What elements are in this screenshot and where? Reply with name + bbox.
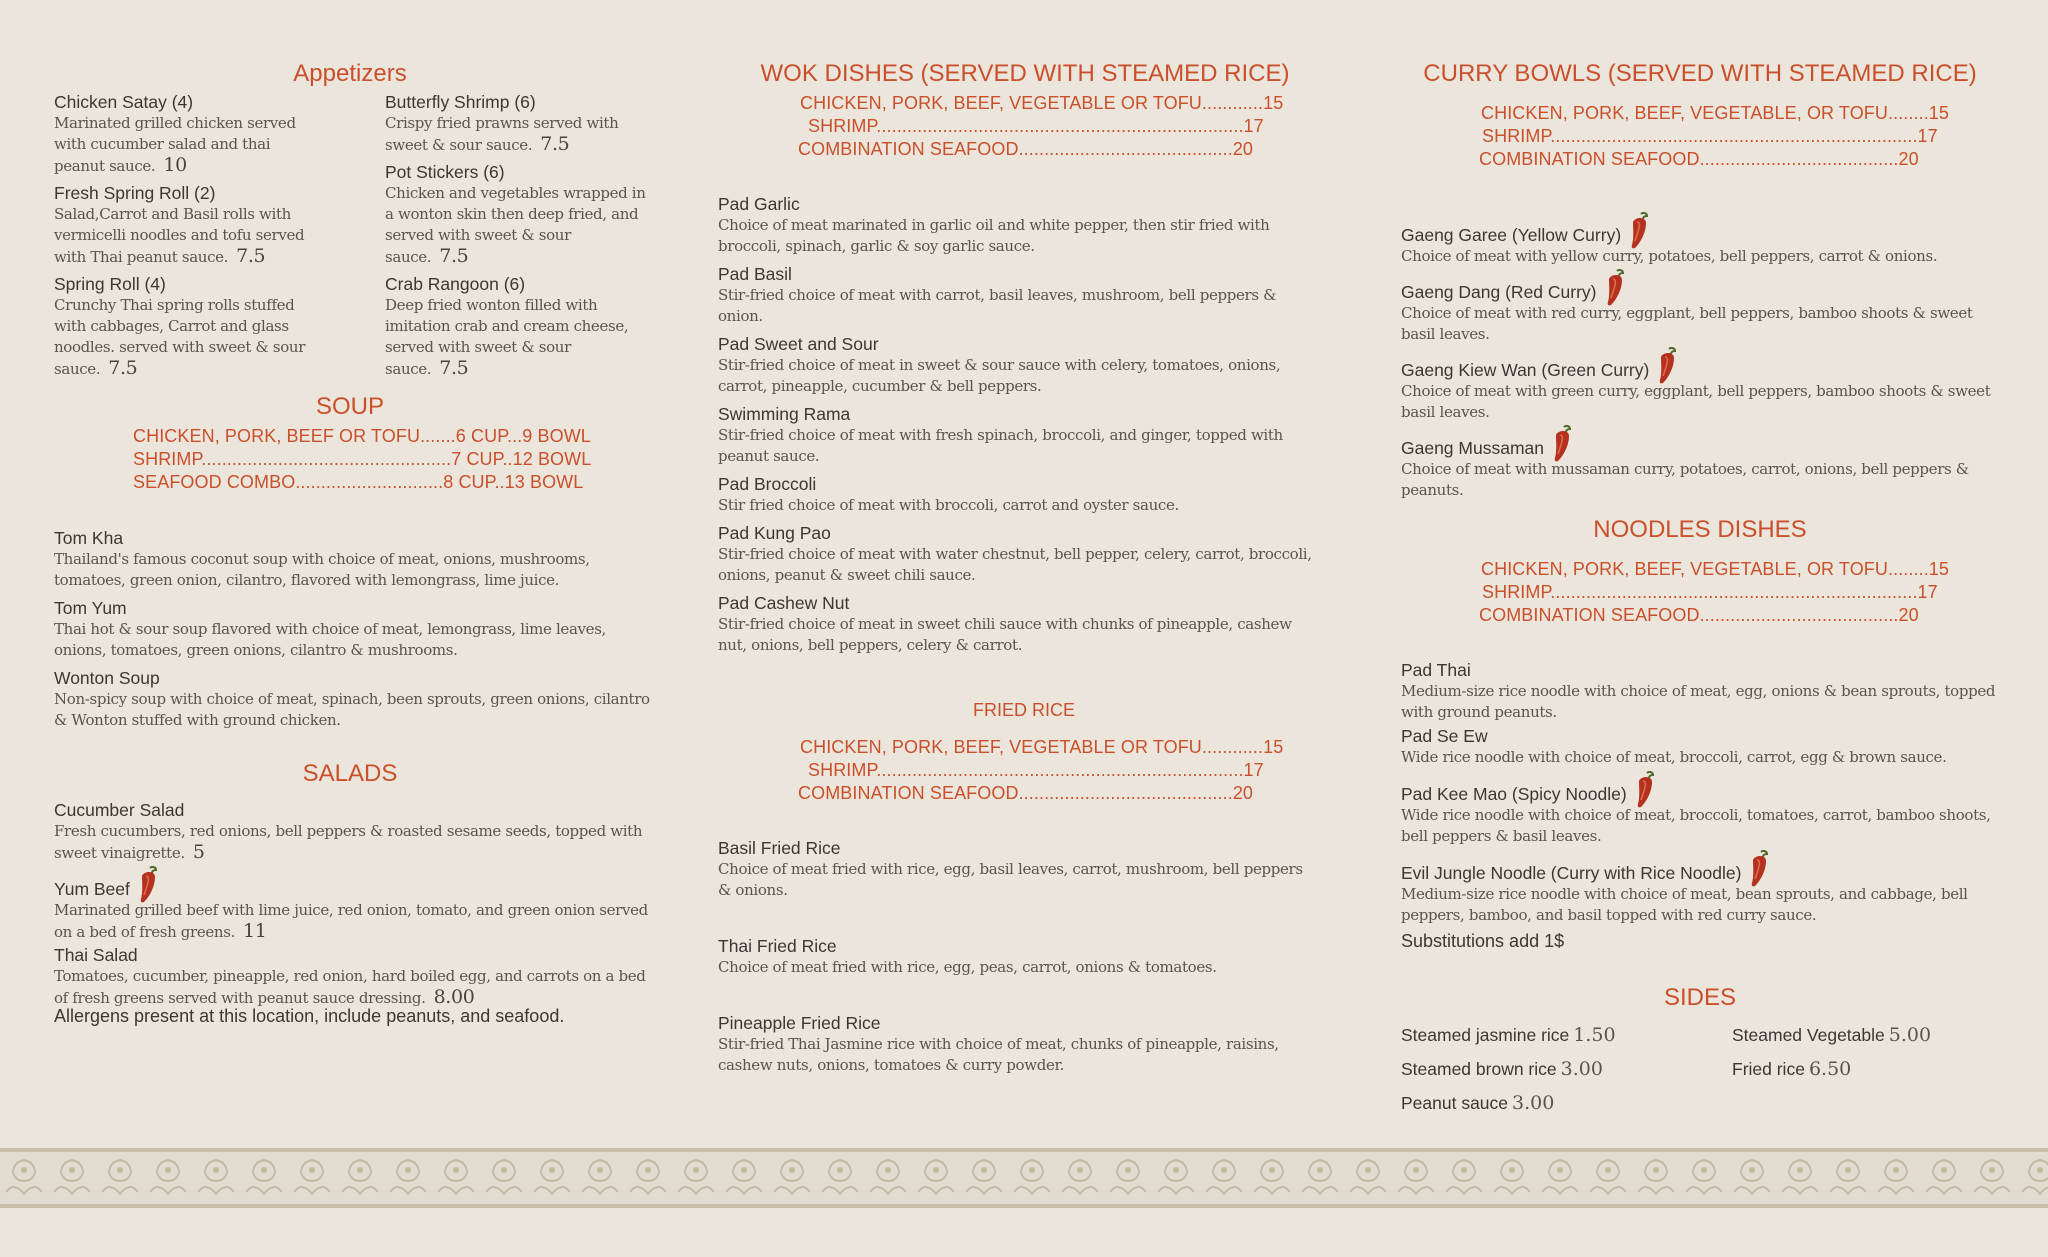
menu-item-name-row: [1401, 212, 2001, 246]
menu-item-price: 7.5: [236, 245, 266, 267]
menu-item-description: [54, 204, 324, 268]
menu-item-price: 7.5: [540, 133, 570, 155]
menu-item-name: Pad Kee Mao (Spicy Noodle): [1401, 784, 1627, 804]
menu-item: [718, 593, 1313, 656]
menu-item-name: Spring Roll (4): [54, 274, 166, 294]
ornament-motif: [1014, 1160, 1050, 1194]
menu-item-name: Gaeng Garee (Yellow Curry): [1401, 225, 1622, 245]
menu-item: [1401, 269, 2001, 345]
ornament-motif: [1638, 1160, 1674, 1194]
menu-item-description-text: Thai hot & sour soup flavored with choice of meat, lemongrass, lime leaves, onions, tomatoes, green onions, cilantro & mushrooms.: [54, 620, 606, 659]
side-name: Steamed brown rice: [1401, 1059, 1557, 1079]
menu-item-name-row: [1401, 850, 2001, 884]
soup-title: SOUP: [315, 393, 384, 420]
menu-item-name: Pineapple Fried Rice: [718, 1013, 881, 1033]
menu-item-price: 7.5: [439, 357, 469, 379]
menu-item-name-row: [54, 92, 324, 113]
side-item: [1732, 1058, 1851, 1080]
menu-item-name: Crab Rangoon (6): [385, 274, 526, 294]
noodles-price-line: COMBINATION SEAFOOD.......................................20: [1479, 605, 1919, 625]
menu-item-name-row: [718, 1013, 1313, 1034]
menu-item: [54, 866, 654, 943]
side-item: [1732, 1024, 1931, 1046]
menu-item-price: 10: [163, 154, 187, 176]
sides-title: SIDES: [1663, 984, 1737, 1011]
menu-item-name-row: [54, 866, 654, 900]
menu-item: [718, 936, 1313, 978]
ornament-motif: [1830, 1160, 1866, 1194]
substitution-note: Substitutions add 1$: [1401, 931, 1565, 951]
soup-items: [54, 528, 654, 738]
noodles-price-line: SHRIMP........................................................................17: [1482, 582, 1938, 602]
wok-price-line: CHICKEN, PORK, BEEF, VEGETABLE OR TOFU............15: [800, 93, 1284, 113]
ornament-motif: [246, 1160, 282, 1194]
menu-item-description: [54, 549, 654, 591]
menu-item-name-row: [718, 838, 1313, 859]
appetizers-left-column: [54, 92, 324, 386]
menu-item-description-text: Chicken and vegetables wrapped in a wonton skin then deep fried, and served with sweet & sour sauce.: [385, 184, 646, 266]
fried-rice-items: [718, 838, 1313, 1111]
ornament-motif: [150, 1160, 186, 1194]
menu-item-description: [718, 544, 1313, 586]
menu-item: [54, 274, 324, 380]
ornament-motif: [534, 1160, 570, 1194]
menu-item-description: [718, 425, 1313, 467]
menu-item: [718, 264, 1313, 327]
menu-item: [718, 194, 1313, 257]
ornament-motif: [1686, 1160, 1722, 1194]
fried-rice-price-line: SHRIMP........................................................................17: [808, 760, 1264, 780]
menu-item-description-text: Choice of meat marinated in garlic oil and white pepper, then stir fried with broccoli, spinach, garlic & soy garlic sauce.: [718, 216, 1270, 255]
menu-item-description-text: Medium-size rice noodle with choice of meat, bean sprouts, and cabbage, bell peppers, bamboo, and basil topped with red curry sauce.: [1401, 885, 1968, 924]
menu-item-name-row: [718, 404, 1313, 425]
menu-item-name-row: [54, 183, 324, 204]
menu-item-name: Thai Salad: [54, 945, 138, 965]
menu-item-name-row: [718, 474, 1313, 495]
menu-item-name: Pad Kung Pao: [718, 523, 831, 543]
fried-rice-price-line: COMBINATION SEAFOOD..........................................20: [798, 783, 1254, 803]
soup-price-line: SHRIMP.................................................7 CUP..12 BOWL: [133, 449, 592, 469]
ornament-motif: [774, 1160, 810, 1194]
menu-item: [54, 668, 654, 731]
menu-item-price: 8.00: [433, 986, 475, 1008]
ornament-motif: [102, 1160, 138, 1194]
menu-item-description: [54, 966, 654, 1009]
menu-item-name-row: [54, 945, 654, 966]
ornament-motif: [294, 1160, 330, 1194]
chili-pepper-icon: [1550, 425, 1574, 463]
menu-item-description-text: Choice of meat fried with rice, egg, basil leaves, carrot, mushroom, bell peppers & onions.: [718, 860, 1303, 899]
menu-item-description: [385, 183, 647, 268]
side-price: 6.50: [1808, 1058, 1852, 1080]
menu-item-description: [1401, 459, 2001, 501]
chili-pepper-icon: [136, 866, 160, 904]
menu-item-description: [718, 1034, 1313, 1076]
menu-item-description-text: Marinated grilled beef with lime juice, red onion, tomato, and green onion served on a bed of fresh greens.: [54, 901, 648, 941]
menu-item-name-row: [718, 593, 1313, 614]
menu-item-description-text: Non-spicy soup with choice of meat, spinach, been sprouts, green onions, cilantro & Wonton stuffed with ground chicken.: [54, 690, 650, 729]
menu-item: [54, 92, 324, 177]
side-item: [1401, 1092, 1554, 1114]
menu-item-description: [718, 215, 1313, 257]
ornament-motif: [486, 1160, 522, 1194]
menu-item-description: [385, 113, 647, 156]
ornament-motif: [1734, 1160, 1770, 1194]
menu-item: [1401, 771, 2001, 847]
menu-item-description: [718, 859, 1313, 901]
menu-item-name: Pad Cashew Nut: [718, 593, 850, 613]
noodle-items: [1401, 660, 2001, 929]
menu-item-description: [718, 285, 1313, 327]
menu-item-name: Pad Sweet and Sour: [718, 334, 879, 354]
side-name: Fried rice: [1732, 1059, 1805, 1079]
menu-item: [54, 945, 654, 1009]
menu-item: [718, 474, 1313, 516]
menu-item-name: Butterfly Shrimp (6): [385, 92, 536, 112]
chili-pepper-icon: [1603, 269, 1627, 307]
menu-item-name: Pad Basil: [718, 264, 792, 284]
ornament-motif: [438, 1160, 474, 1194]
menu-item-description-text: Thailand's famous coconut soup with choice of meat, onions, mushrooms, tomatoes, green onion, cilantro, flavored with lemongrass, lime juice.: [54, 550, 590, 589]
wok-items: [718, 194, 1313, 663]
ornament-motif: [390, 1160, 426, 1194]
menu-item-name-row: [1401, 269, 2001, 303]
ornament-motif: [1974, 1160, 2010, 1194]
ornament-motif: [6, 1160, 42, 1194]
menu-item-name-row: [718, 194, 1313, 215]
ornament-pattern-icon: [0, 1152, 2048, 1204]
menu-item-name-row: [1401, 771, 2001, 805]
salads-title: SALADS: [302, 760, 398, 787]
menu-item-description-text: Choice of meat with mussaman curry, potatoes, carrot, onions, bell peppers & peanuts.: [1401, 460, 1969, 499]
menu-item-price: 7.5: [108, 357, 138, 379]
menu-item-name: Basil Fried Rice: [718, 838, 841, 858]
side-item: [1401, 1024, 1616, 1046]
ornament-motif: [582, 1160, 618, 1194]
menu-item-description: [1401, 246, 2001, 267]
menu-item: [54, 528, 654, 591]
menu-item-description: [1401, 805, 2001, 847]
menu-item: [718, 1013, 1313, 1076]
menu-item-name: Pad Broccoli: [718, 474, 817, 494]
fried-rice-price-line: CHICKEN, PORK, BEEF, VEGETABLE OR TOFU............15: [800, 737, 1284, 757]
menu-item-name-row: [718, 523, 1313, 544]
menu-item: [54, 800, 654, 864]
menu-item-description: [718, 355, 1313, 397]
menu-item-name-row: [1401, 660, 2001, 681]
decorative-border: [0, 1148, 2048, 1208]
menu-item-description-text: Marinated grilled chicken served with cucumber salad and thai peanut sauce.: [54, 114, 296, 175]
menu-item-description-text: Medium-size rice noodle with choice of meat, egg, onions & bean sprouts, topped with ground peanuts.: [1401, 682, 1996, 721]
noodles-price-line: CHICKEN, PORK, BEEF, VEGETABLE, OR TOFU........15: [1481, 559, 1950, 579]
menu-item-name: Cucumber Salad: [54, 800, 185, 820]
menu-item: [718, 334, 1313, 397]
menu-item-description: [1401, 303, 2001, 345]
ornament-motif: [630, 1160, 666, 1194]
menu-item-description: [718, 614, 1313, 656]
menu-item-description-text: Choice of meat with green curry, eggplant, bell peppers, bamboo shoots & sweet basil leaves.: [1401, 382, 1991, 421]
curry-title: CURRY BOWLS (SERVED WITH STEAMED RICE): [1423, 60, 1977, 87]
noodles-title: NOODLES DISHES: [1593, 516, 1807, 543]
menu-item-description-text: Stir-fried choice of meat with carrot, basil leaves, mushroom, bell peppers & onion.: [718, 286, 1277, 325]
menu-item-name: Pad Thai: [1401, 660, 1471, 680]
menu-item-name-row: [54, 668, 654, 689]
menu-item-name: Yum Beef: [54, 879, 130, 899]
menu-item-description: [54, 821, 654, 864]
menu-item-description-text: Stir-fried choice of meat with water chestnut, bell pepper, celery, carrot, broccoli, onions, peanut & sweet chili sauce.: [718, 545, 1312, 584]
menu-item-description: [54, 113, 324, 177]
chili-pepper-icon: [1655, 347, 1679, 385]
wok-title: WOK DISHES (SERVED WITH STEAMED RICE): [760, 60, 1290, 87]
menu-item-name: Gaeng Mussaman: [1401, 438, 1544, 458]
menu-item-name: Tom Kha: [54, 528, 124, 548]
ornament-motif: [726, 1160, 762, 1194]
ornament-motif: [1926, 1160, 1962, 1194]
menu-item-name-row: [54, 598, 654, 619]
menu-item-description-text: Stir-fried choice of meat with fresh spinach, broccoli, and ginger, topped with peanut sauce.: [718, 426, 1283, 465]
side-price: 3.00: [1560, 1058, 1603, 1080]
ornament-motif: [1350, 1160, 1386, 1194]
chili-pepper-icon: [1633, 771, 1657, 809]
menu-item-name: Pot Stickers (6): [385, 162, 505, 182]
menu-item-name-row: [385, 162, 647, 183]
ornament-motif: [1398, 1160, 1434, 1194]
menu-item: [718, 404, 1313, 467]
wok-price-line: COMBINATION SEAFOOD..........................................20: [798, 139, 1254, 159]
ornament-motif: [54, 1160, 90, 1194]
menu-item: [1401, 212, 2001, 267]
ornament-motif: [1494, 1160, 1530, 1194]
menu-item-price: 5: [192, 841, 205, 863]
ornament-motif: [1158, 1160, 1194, 1194]
wok-price-line: SHRIMP........................................................................17: [808, 116, 1264, 136]
menu-item-name: Swimming Rama: [718, 404, 851, 424]
menu-item-description-text: Choice of meat fried with rice, egg, peas, carrot, onions & tomatoes.: [718, 958, 1217, 976]
menu-item-description: [54, 689, 654, 731]
menu-item-name-row: [54, 800, 654, 821]
appetizers-right-column: [385, 92, 647, 386]
menu-item-name: Tom Yum: [54, 598, 127, 618]
ornament-motif: [1206, 1160, 1242, 1194]
appetizers-title: Appetizers: [293, 60, 407, 87]
menu-item: [1401, 425, 2001, 501]
menu-item-description: [54, 295, 324, 380]
side-price: 5.00: [1888, 1024, 1932, 1046]
menu-item-description-text: Tomatoes, cucumber, pineapple, red onion, hard boiled egg, and carrots on a bed of fresh greens served with peanut sauce dressing.: [54, 967, 646, 1007]
side-name: Steamed Vegetable: [1732, 1025, 1885, 1045]
menu-item-description-text: Deep fried wonton filled with imitation crab and cream cheese, served with sweet & sour sauce.: [385, 296, 629, 378]
ornament-motif: [1254, 1160, 1290, 1194]
menu-item-name-row: [718, 936, 1313, 957]
curry-price-line: CHICKEN, PORK, BEEF, VEGETABLE, OR TOFU........15: [1481, 103, 1950, 123]
menu-item: [385, 162, 647, 268]
menu-item-name-row: [385, 92, 647, 113]
ornament-motif: [966, 1160, 1002, 1194]
soup-price-line: SEAFOOD COMBO.............................8 CUP..13 BOWL: [133, 472, 584, 492]
menu-item: [1401, 850, 2001, 926]
menu-item-description: [1401, 747, 2001, 768]
ornament-motif: [1590, 1160, 1626, 1194]
ornament-motif: [1110, 1160, 1146, 1194]
menu-item-name-row: [1401, 347, 2001, 381]
side-price: 1.50: [1573, 1024, 1616, 1046]
menu-item: [1401, 726, 2001, 768]
fried-rice-title: FRIED RICE: [972, 700, 1075, 720]
menu-item: [385, 92, 647, 156]
menu-item-description-text: Choice of meat with yellow curry, potatoes, bell peppers, carrot & onions.: [1401, 247, 1938, 265]
side-price: 3.00: [1512, 1092, 1555, 1114]
menu-item-name: Pad Garlic: [718, 194, 800, 214]
menu-item-name: Gaeng Dang (Red Curry): [1401, 282, 1597, 302]
menu-item-description-text: Salad,Carrot and Basil rolls with vermicelli noodles and tofu served with Thai peanut sauce.: [54, 205, 305, 266]
ornament-motif: [1062, 1160, 1098, 1194]
menu-item-description-text: Crispy fried prawns served with sweet & sour sauce.: [385, 114, 619, 154]
menu-item: [1401, 660, 2001, 723]
ornament-motif: [1302, 1160, 1338, 1194]
menu-item-description: [385, 295, 647, 380]
curry-items: [1401, 212, 2001, 503]
menu-item-description-text: Crunchy Thai spring rolls stuffed with cabbages, Carrot and glass noodles. served with sweet & sour sauce.: [54, 296, 306, 378]
side-name: Steamed jasmine rice: [1401, 1025, 1570, 1045]
ornament-motif: [1446, 1160, 1482, 1194]
menu-item: [718, 523, 1313, 586]
allergen-note: Allergens present at this location, include peanuts, and seafood.: [54, 1006, 565, 1026]
ornament-motif: [342, 1160, 378, 1194]
ornament-motif: [1782, 1160, 1818, 1194]
menu-item-description-text: Wide rice noodle with choice of meat, broccoli, carrot, egg & brown sauce.: [1401, 748, 1947, 766]
menu-item-description-text: Stir-fried choice of meat in sweet & sour sauce with celery, tomatoes, onions, carrot, pineapple, cucumber & bell peppers.: [718, 356, 1281, 395]
menu-item-description-text: Fresh cucumbers, red onions, bell peppers & roasted sesame seeds, topped with sweet vinaigrette.: [54, 822, 643, 862]
menu-item-name: Fresh Spring Roll (2): [54, 183, 216, 203]
menu-item-description-text: Stir-fried Thai Jasmine rice with choice of meat, chunks of pineapple, raisins, cashew nuts, onions, tomatoes & curry powder.: [718, 1035, 1279, 1074]
menu-item-name: Gaeng Kiew Wan (Green Curry): [1401, 360, 1650, 380]
menu-item: [1401, 347, 2001, 423]
side-item: [1401, 1058, 1603, 1080]
ornament-motif: [678, 1160, 714, 1194]
ornament-motif: [918, 1160, 954, 1194]
menu-item-description: [1401, 381, 2001, 423]
menu-item-name-row: [718, 334, 1313, 355]
curry-price-line: COMBINATION SEAFOOD.......................................20: [1479, 149, 1919, 169]
menu-item-name: Thai Fried Rice: [718, 936, 837, 956]
menu-item-name-row: [1401, 726, 2001, 747]
menu-item-description-text: Choice of meat with red curry, eggplant, bell peppers, bamboo shoots & sweet basil leaves.: [1401, 304, 1973, 343]
soup-price-line: CHICKEN, PORK, BEEF OR TOFU.......6 CUP...9 BOWL: [133, 426, 591, 446]
chili-pepper-icon: [1627, 212, 1651, 250]
ornament-motif: [1878, 1160, 1914, 1194]
ornament-motif: [822, 1160, 858, 1194]
chili-pepper-icon: [1747, 850, 1771, 888]
salad-items: [54, 800, 654, 1011]
menu-item: [385, 274, 647, 380]
menu-item-description-text: Wide rice noodle with choice of meat, broccoli, tomatoes, carrot, bamboo shoots, bell peppers & basil leaves.: [1401, 806, 1991, 845]
menu-item-name-row: [54, 274, 324, 295]
menu-item: [718, 838, 1313, 901]
menu-item-name: Pad Se Ew: [1401, 726, 1488, 746]
ornament-motif: [2022, 1160, 2048, 1194]
menu-item-name-row: [1401, 425, 2001, 459]
side-name: Peanut sauce: [1401, 1093, 1509, 1113]
menu-item-name: Evil Jungle Noodle (Curry with Rice Noodle): [1401, 863, 1742, 883]
menu-item-description: [54, 619, 654, 661]
menu-item-name: Chicken Satay (4): [54, 92, 194, 112]
curry-price-line: SHRIMP........................................................................17: [1482, 126, 1938, 146]
ornament-motif: [870, 1160, 906, 1194]
menu-item-description: [718, 495, 1313, 516]
ornament-motif: [1542, 1160, 1578, 1194]
menu-item-description: [1401, 884, 2001, 926]
menu-item: [54, 183, 324, 268]
menu-item-price: 11: [243, 920, 267, 942]
menu-item-description-text: Stir-fried choice of meat in sweet chili sauce with chunks of pineapple, cashew nut, onions, bell peppers, celery & carrot.: [718, 615, 1292, 654]
menu-item-description: [1401, 681, 2001, 723]
menu-item-description: [718, 957, 1313, 978]
menu-item-name-row: [54, 528, 654, 549]
menu-item-name-row: [385, 274, 647, 295]
menu-item: [54, 598, 654, 661]
menu-item-name-row: [718, 264, 1313, 285]
menu-item-name: Wonton Soup: [54, 668, 160, 688]
ornament-motif: [198, 1160, 234, 1194]
menu-item-description-text: Stir fried choice of meat with broccoli, carrot and oyster sauce.: [718, 496, 1179, 514]
menu-item-description: [54, 900, 654, 943]
menu-item-price: 7.5: [439, 245, 469, 267]
